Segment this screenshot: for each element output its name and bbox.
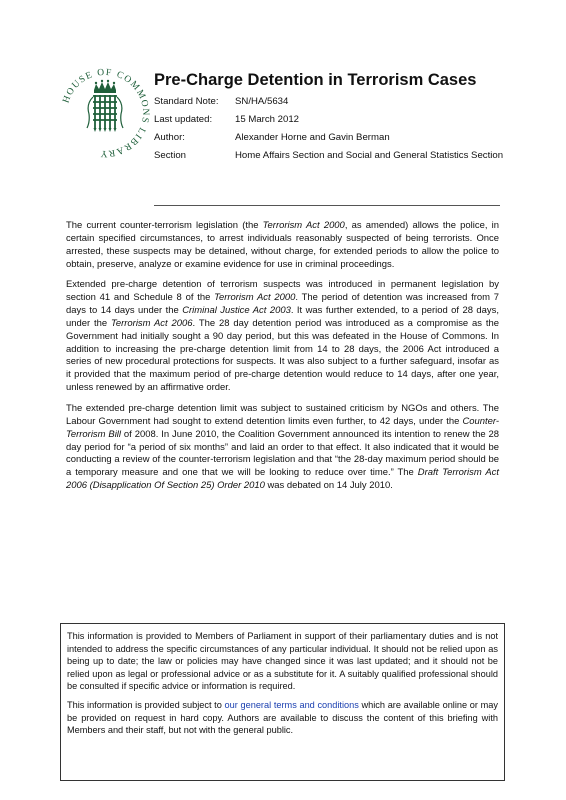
logo-ring-text: HOUSE OF COMMONS LIBRARY [61, 67, 151, 159]
summary-body [66, 220, 499, 501]
meta-label: Last updated: [154, 114, 213, 126]
italic-citation: Terrorism Act 2000 [262, 220, 345, 231]
portcullis-icon [58, 66, 152, 160]
body-text-run: . It was further extended, to a period of 28 days, under the [66, 305, 499, 329]
body-text-run: was debated on 14 July 2010. [264, 480, 393, 492]
document-metadata [154, 96, 505, 168]
body-paragraph [66, 220, 499, 271]
body-text-run: Extended pre-charge detention of terrorism suspects was introduced in permanent legislation by section 41 and Schedule 8 of the [66, 279, 499, 304]
terms-and-conditions-link[interactable]: our general terms and conditions [224, 699, 359, 710]
body-paragraph [66, 403, 499, 493]
body-text-run: of 2008. In June 2010, the Coalition Government announced its intention to renew the 28 day period for “a period of six months” and laid an order to that effect. It also indicated that it would be conducting a review of the counter-terrorism legislation and that “the 28-day maximum period should be a temporary measure and one that we will be looking to reduce over time.” The [66, 428, 499, 479]
italic-citation: Counter-Terrorism Bill [66, 415, 499, 440]
meta-value: SN/HA/5634 [235, 96, 289, 107]
document-title: Pre-Charge Detention in Terrorism Cases [154, 71, 477, 89]
body-text-run: . The 28 day detention period was introduced as a compromise as the Government had initially sought a 90 day period, but this was defeated in the House of Commons. In addition to increasing the pre-charge detention limit from 14 to 28 days, the 2006 Act introduced a series of new procedural protections for suspects. It was also subject to a further safeguard, insofar as it provided that the maximum period of pre-charge detention would reduce to 14 days, after one year, unless renewed by an affirmative order. [66, 317, 499, 394]
meta-label: Standard Note: [154, 96, 219, 107]
meta-row-standard-note [154, 96, 505, 108]
meta-value: Alexander Horne and Gavin Berman [235, 132, 390, 144]
disclaimer-text: which are available online or may be provided on request in hard copy. Authors are available to discuss the content of this briefing with Members and their staff, but not with the general public. [67, 699, 498, 736]
disclaimer-text: This information is provided subject to [67, 699, 225, 710]
italic-citation: Draft Terrorism Act 2006 (Disapplication Of Section 25) Order 2010 [66, 467, 500, 492]
meta-label: Author: [154, 132, 185, 144]
body-paragraph [66, 279, 499, 395]
meta-value: 15 March 2012 [235, 114, 299, 126]
meta-value: Home Affairs Section and Social and General Statistics Section [235, 150, 504, 162]
body-text-run: The current counter-terrorism legislation (the [66, 220, 263, 231]
house-of-commons-library-logo [58, 66, 152, 160]
meta-row-section [154, 150, 505, 162]
body-text-run: . The period of detention was increased from 7 days to 14 days under the [66, 292, 499, 317]
header-divider [154, 205, 500, 206]
meta-row-last-updated [154, 114, 505, 126]
body-text-run: The extended pre-charge detention limit was subject to sustained criticism by NGOs and others. The Labour Government had sought to extend detention limits even further, to 42 days, under the [66, 402, 499, 427]
italic-citation: Terrorism Act 2006 [111, 317, 193, 329]
disclaimer-paragraph [67, 699, 498, 737]
italic-citation: Criminal Justice Act 2003 [182, 305, 291, 317]
disclaimer-paragraph: This information is provided to Members of Parliament in support of their parliamentary duties and is not intended to address the specific circumstances of any particular individual. It should not be relied upon as being up to date; the law or policies may have changed since it was last updated; and it should not be relied upon as legal or professional advice or as a substitute for it. A suitably qualified professional should be consulted if specific advice or information is required. [67, 631, 498, 692]
meta-row-author [154, 132, 505, 144]
meta-label: Section [154, 150, 186, 162]
disclaimer-box [60, 623, 505, 781]
italic-citation: Terrorism Act 2000 [214, 292, 296, 304]
body-text-run: , as amended) allows the police, in certain specified circumstances, to arrest individuals reasonably suspected of being terrorists. Once arrested, these suspects may be detained, without charge, for extended periods to allow the police to obtain, preserve, analyze or examine evidence for use in criminal proceedings. [66, 220, 499, 270]
